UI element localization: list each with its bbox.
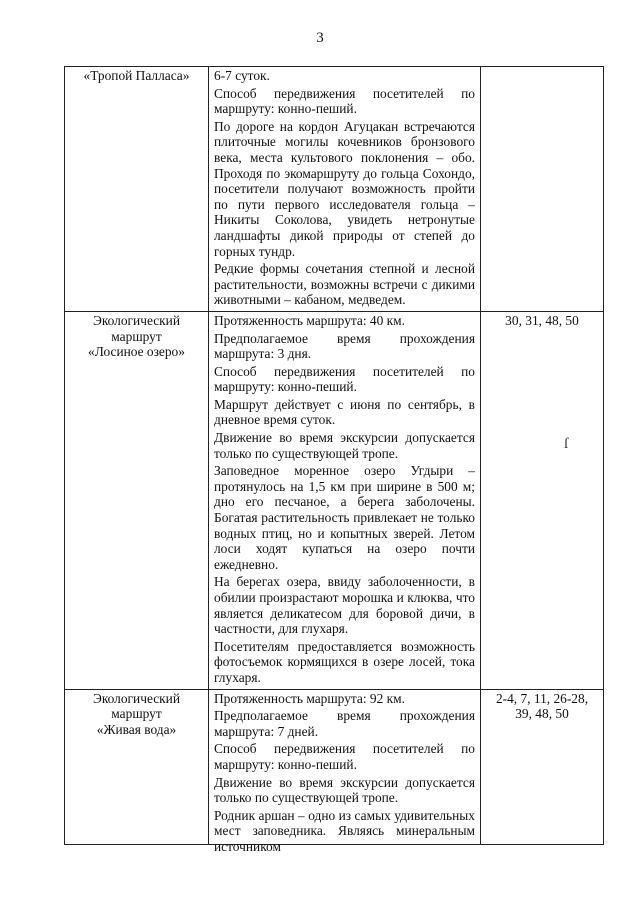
route-name-cell [65, 311, 209, 689]
route-description-cell [209, 67, 481, 312]
route-name-line: «Живая вода» [96, 721, 177, 737]
route-refs-cell [481, 67, 604, 312]
description-paragraph: Движение во время экскурсии допускается только по существующей тропе. [214, 430, 475, 461]
route-name-line: «Лосиное озеро» [88, 344, 185, 360]
description-paragraph: Движение во время экскурсии допускается только по существующей тропе. [214, 774, 475, 806]
description-paragraph: Протяженность маршрута: 40 км. [214, 312, 405, 328]
routes-table [64, 66, 604, 854]
description-paragraph: Способ передвижения посетителей по маршруту: конно-пеший. [214, 363, 475, 395]
pen-mark: ſ [564, 436, 569, 452]
route-description-cell [209, 689, 481, 854]
route-refs-cell: 2-4, 7, 11, 26-28, 39, 48, 50 [481, 689, 604, 844]
route-name-line: «Тропой Палласа» [83, 68, 190, 83]
description-paragraph: Предполагаемое время прохождения маршрута: 3 дня. [214, 330, 475, 362]
table-row [65, 689, 604, 844]
table-row [65, 311, 604, 689]
description-paragraph: Редкие формы сочетания степной и лесной растительности, возможны встречи с дикими животными – кабаном, медведем. [214, 261, 475, 308]
route-name-line: маршрут [111, 328, 162, 344]
description-paragraph: Посетителям предоставляется возможность фотосъемок кормящихся в озере лосей, тока глухаря. [214, 638, 475, 685]
description-paragraph: Протяженность маршрута: 92 км. [214, 690, 405, 706]
description-paragraph: Маршрут действует с июня по сентябрь, в дневное время суток. [214, 396, 475, 428]
route-name-cell [65, 67, 209, 312]
description-paragraph: Способ передвижения посетителей по маршруту: конно-пеший. [214, 85, 475, 117]
description-clip [214, 690, 475, 854]
route-refs-cell: 30, 31, 48, 50 [481, 311, 604, 689]
route-name-line: Экологический [92, 312, 180, 328]
table-row [65, 67, 604, 312]
description-paragraph: 6-7 суток. [214, 68, 270, 83]
description-paragraph: Заповедное моренное озеро Угдыри – протянулось на 1,5 км при ширине в 500 м; дно его песчаное, а берега заболочены. Богатая растительность привлекает не только водных птиц, но и копытных зверей. Летом лоси ходят купаться на озеро почти ежедневно. [214, 463, 475, 572]
description-paragraph: По дороге на кордон Агуцакан встречаются плиточные могилы кочевников бронзового века, места культового поклонения – обо. Проходя по экомаршруту до гольца Сохондо, посетители получают возможность пройти по пути первого исследователя гольца – Никиты Соколова, увидеть нетронутые ландшафты дикой природы от степей до горных тундр. [214, 118, 475, 259]
page-number: 3 [316, 30, 324, 46]
description-paragraph: На берегах озера, ввиду заболоченности, в обилии произрастают морошка и клюква, что является деликатесом для боровой дичи, в частности, для глухаря. [214, 574, 475, 637]
description-paragraph: Родник аршан – одно из самых удивительных мест заповедника. Являясь минеральным источником [214, 807, 475, 854]
route-description-cell [209, 311, 481, 689]
route-name-line: маршрут [111, 706, 162, 722]
route-name-line: Экологический [92, 690, 180, 706]
description-paragraph: Предполагаемое время прохождения маршрута: 7 дней. [214, 708, 475, 739]
route-name-cell [65, 689, 209, 844]
description-paragraph: Способ передвижения посетителей по маршруту: конно-пеший. [214, 741, 475, 772]
